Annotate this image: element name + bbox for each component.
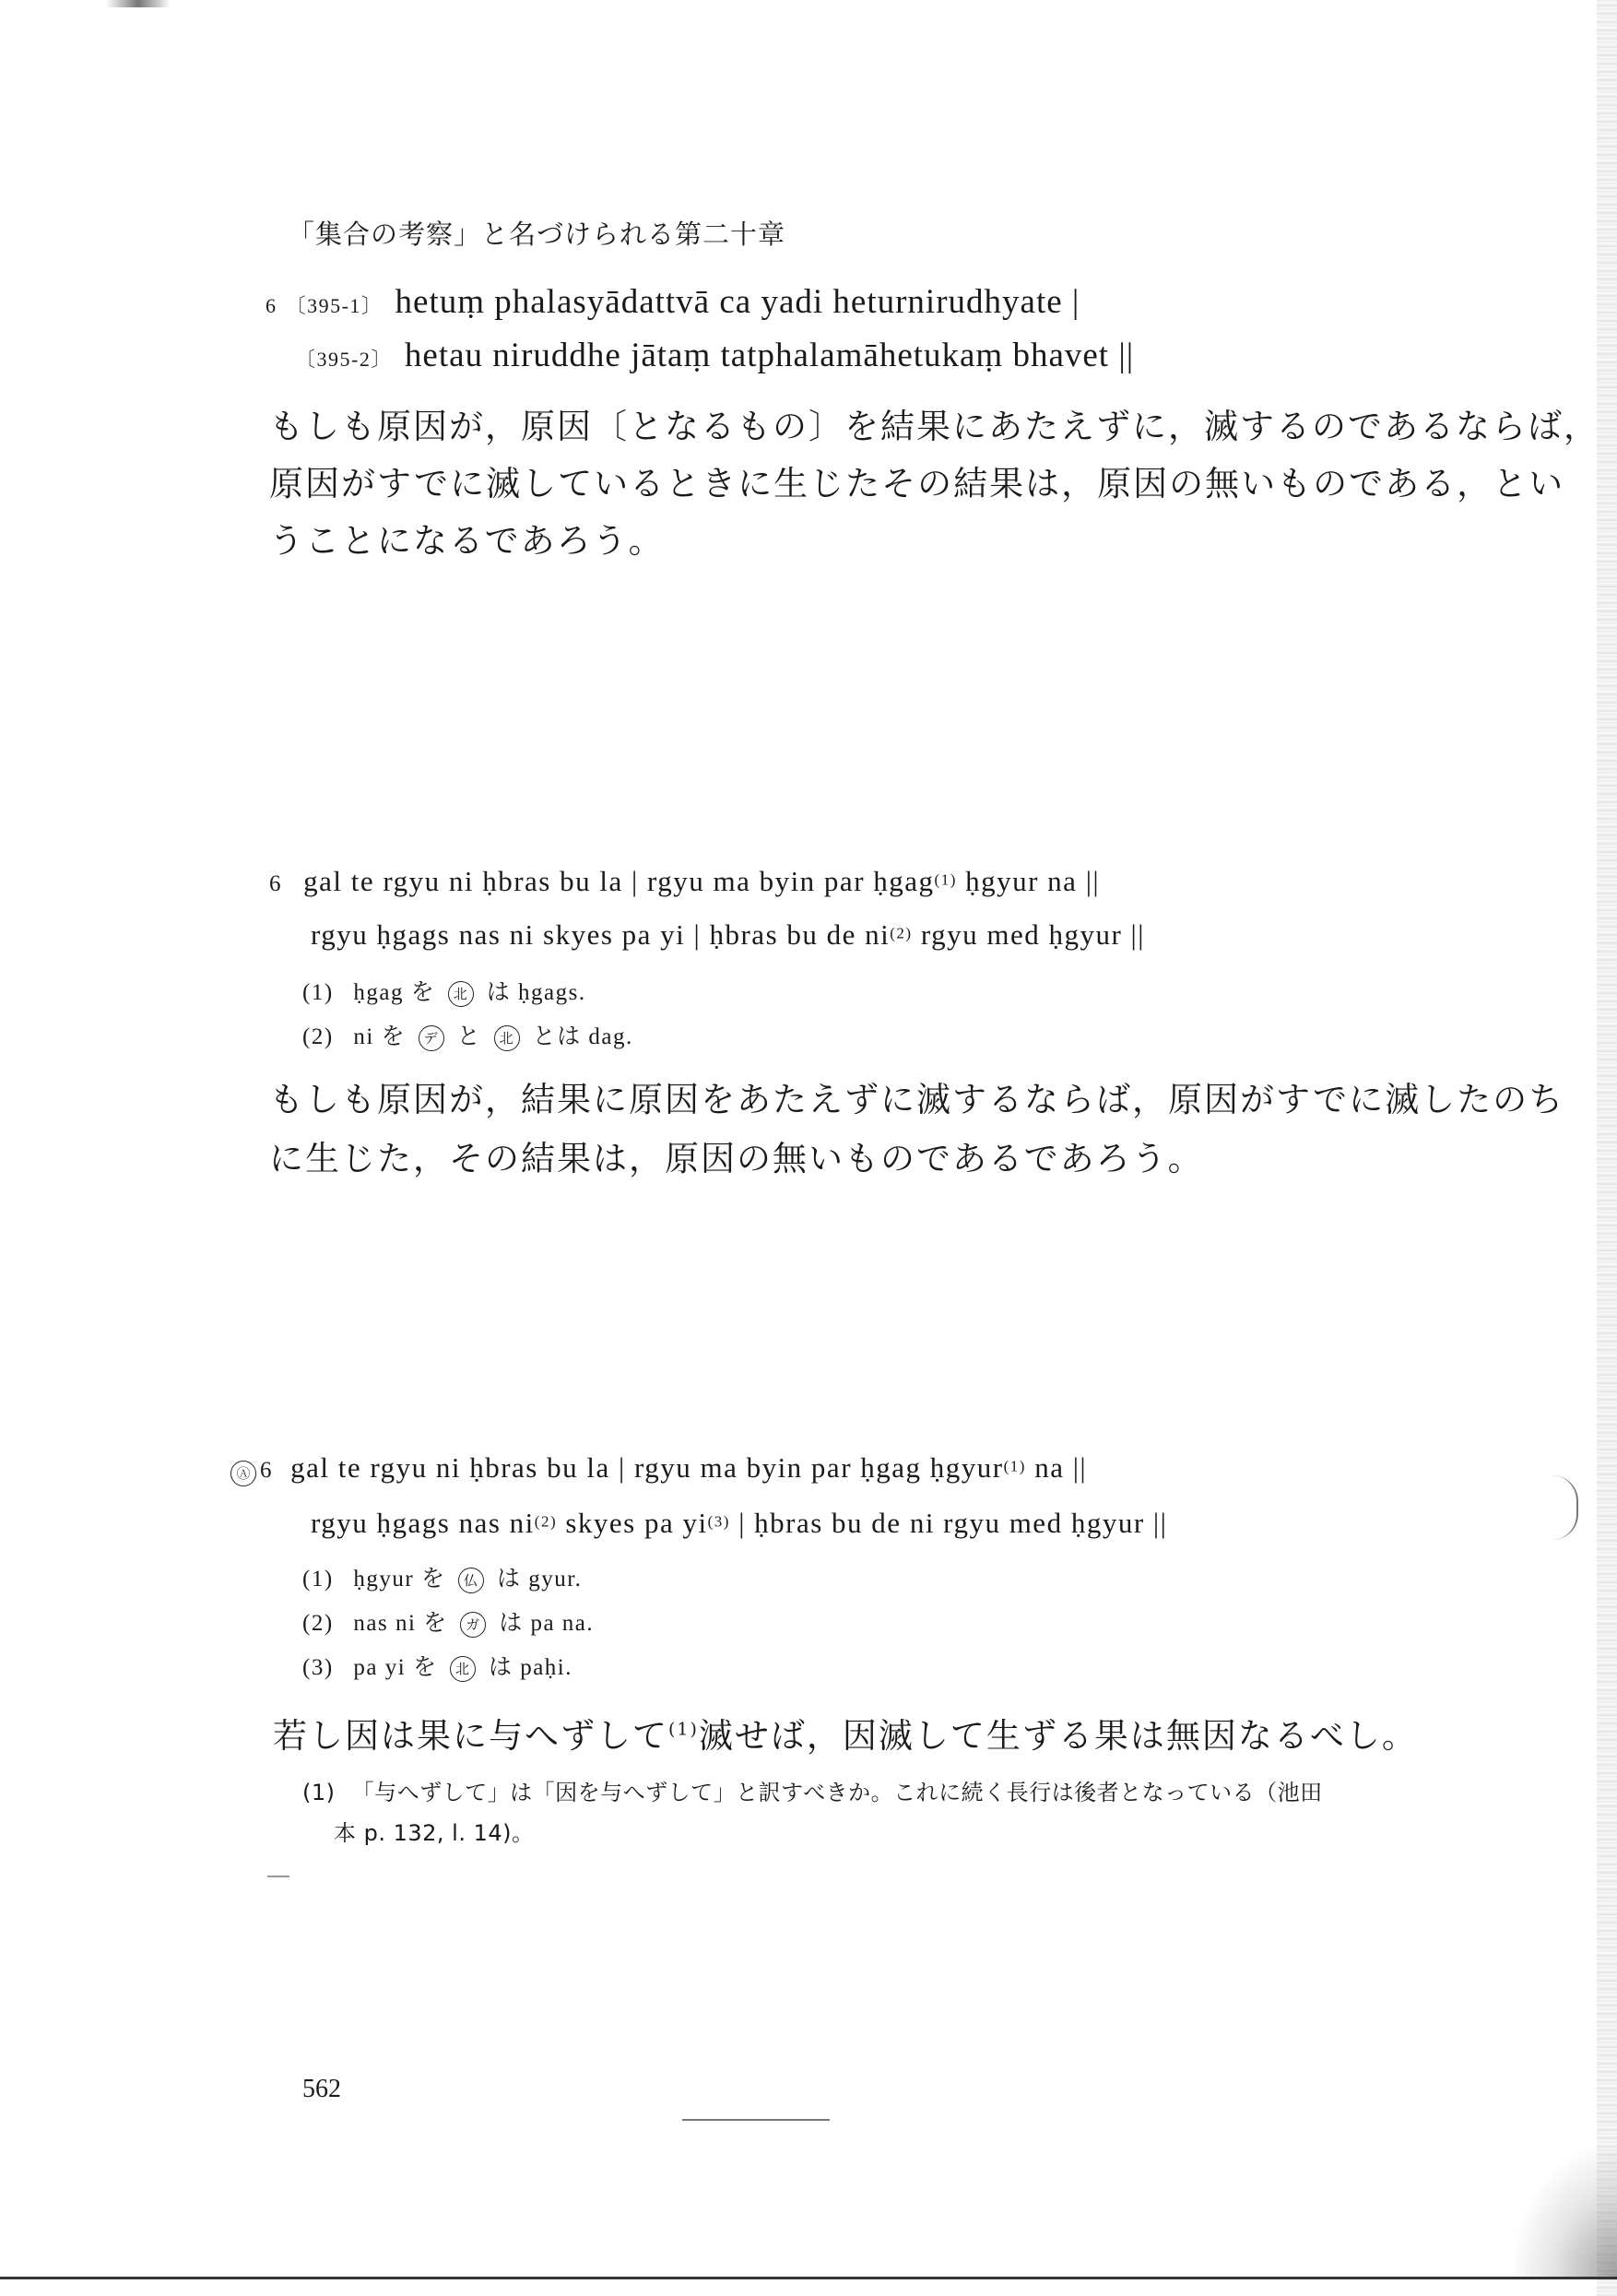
- tibetan-note-2: [302, 1018, 633, 1051]
- note-text: pa yi を: [353, 1655, 438, 1680]
- tibetan-verse-line-1: [269, 865, 1100, 898]
- kanbun-text: 滅せば，因滅して生ずる果は無因なるべし。: [698, 1716, 1418, 1756]
- edition-mark: 北: [448, 981, 474, 1007]
- verse-number: 6: [266, 294, 277, 317]
- sanskrit-translation-line-2: 原因がすでに滅しているときに生じたその結果は，原因の無いものである，とい: [269, 464, 1565, 503]
- scan-bottom-edge: [0, 2277, 1617, 2279]
- edition-mark: ガ: [460, 1612, 486, 1638]
- note-number: (1): [302, 980, 334, 1005]
- footnote-ref: (3): [707, 1512, 730, 1531]
- sanskrit-verse-line-2: [295, 336, 1134, 375]
- footnote-ref: (2): [534, 1512, 558, 1531]
- verse-ref: 〔395-2〕: [295, 348, 393, 371]
- note-text: と: [456, 1024, 482, 1049]
- scan-corner-shadow: [1516, 2148, 1617, 2278]
- tibetan-text: na ||: [1025, 1451, 1088, 1484]
- scan-mark: [682, 2119, 830, 2121]
- tibetan-text: rgyu ḥgags nas ni skyes pa yi | ḥbras bu de ni: [311, 918, 891, 951]
- note-number: (2): [302, 1024, 334, 1049]
- sanskrit-text: hetuṃ phalasyādattvā ca yadi heturnirudhyate |: [395, 283, 1080, 321]
- footnote-line-1: [302, 1774, 1323, 1806]
- note-text: とは dag.: [532, 1024, 633, 1049]
- page-number: 562: [302, 2075, 341, 2103]
- footnote-text: 「与へずして」は「因を与へずして」と訳すべきか。これに続く長行は後者となっている（池田: [351, 1780, 1323, 1805]
- edition-mark: Ⓐ: [230, 1461, 256, 1486]
- chinese-note-1: [302, 1560, 582, 1593]
- edition-mark: 北: [450, 1656, 476, 1682]
- margin-bracket-mark: [1552, 1475, 1578, 1540]
- note-text: は pa na.: [499, 1611, 595, 1636]
- verse-ref: 〔395-1〕: [285, 294, 384, 317]
- note-text: ḥgag を: [353, 980, 436, 1005]
- tibetan-note-1: [302, 974, 586, 1007]
- tibetan-text: gal te rgyu ni ḥbras bu la | rgyu ma byin par ḥgag: [303, 865, 935, 897]
- edition-mark: 北: [494, 1025, 520, 1051]
- footnote-ref: (1): [1003, 1457, 1026, 1475]
- verse-number: 6: [260, 1458, 273, 1483]
- sanskrit-translation-line-3: うことになるであろう。: [269, 521, 665, 561]
- scan-edge: [1597, 0, 1617, 2296]
- note-text: ni を: [353, 1024, 407, 1049]
- chinese-verse-line-1: [230, 1451, 1087, 1486]
- tibetan-text: ḥgyur na ||: [956, 865, 1101, 897]
- kanbun-translation: [273, 1708, 1418, 1758]
- sanskrit-text: hetau niruddhe jātaṃ tatphalamāhetukaṃ bhavet ||: [404, 337, 1135, 374]
- footnote-ref: (1): [934, 870, 957, 889]
- sanskrit-translation-line-1: もしも原因が，原因〔となるもの〕を結果にあたえずに，滅するのであるならば，: [269, 407, 1599, 446]
- footnote-ref: (2): [890, 924, 913, 942]
- tibetan-translation-line-2: に生じた，その結果は，原因の無いものであるであろう。: [269, 1139, 1204, 1178]
- kanbun-text: 若し因は果に与へずして: [273, 1716, 668, 1756]
- note-text: ḥgyur を: [353, 1567, 446, 1592]
- chinese-verse-line-2: [311, 1507, 1167, 1540]
- tibetan-text: rgyu ḥgags nas ni: [311, 1507, 535, 1539]
- footnote-ref: (1): [668, 1719, 699, 1740]
- tibetan-verse-line-2: [311, 918, 1145, 952]
- tibetan-text: rgyu med ḥgyur ||: [912, 918, 1145, 951]
- scan-mark: [267, 1876, 289, 1877]
- note-number: (2): [302, 1611, 334, 1636]
- note-text: nas ni を: [353, 1611, 448, 1636]
- tibetan-text: | ḥbras bu de ni rgyu med ḥgyur ||: [729, 1507, 1168, 1539]
- edition-mark: 仏: [458, 1568, 484, 1593]
- note-number: (3): [302, 1655, 334, 1680]
- tibetan-text: skyes pa yi: [557, 1507, 708, 1539]
- chinese-note-2: [302, 1604, 594, 1638]
- verse-number: 6: [269, 871, 282, 896]
- scan-smudge: [106, 0, 171, 7]
- note-number: (1): [302, 1780, 336, 1805]
- chinese-note-3: [302, 1649, 572, 1682]
- edition-mark: デ: [419, 1025, 444, 1051]
- note-number: (1): [302, 1567, 334, 1592]
- note-text: は gyur.: [496, 1567, 583, 1592]
- note-text: は paḥi.: [488, 1655, 572, 1680]
- sanskrit-verse-line-1: [266, 282, 1080, 322]
- footnote-line-2: 本 p. 132, l. 14)。: [334, 1820, 535, 1846]
- tibetan-text: gal te rgyu ni ḥbras bu la | rgyu ma byin par ḥgag ḥgyur: [290, 1451, 1004, 1484]
- note-text: は ḥgags.: [486, 980, 586, 1005]
- tibetan-translation-line-1: もしも原因が，結果に原因をあたえずに滅するならば，原因がすでに滅したのち: [269, 1080, 1565, 1119]
- chapter-title: 「集合の考察」と名づけられる第二十章: [288, 219, 786, 250]
